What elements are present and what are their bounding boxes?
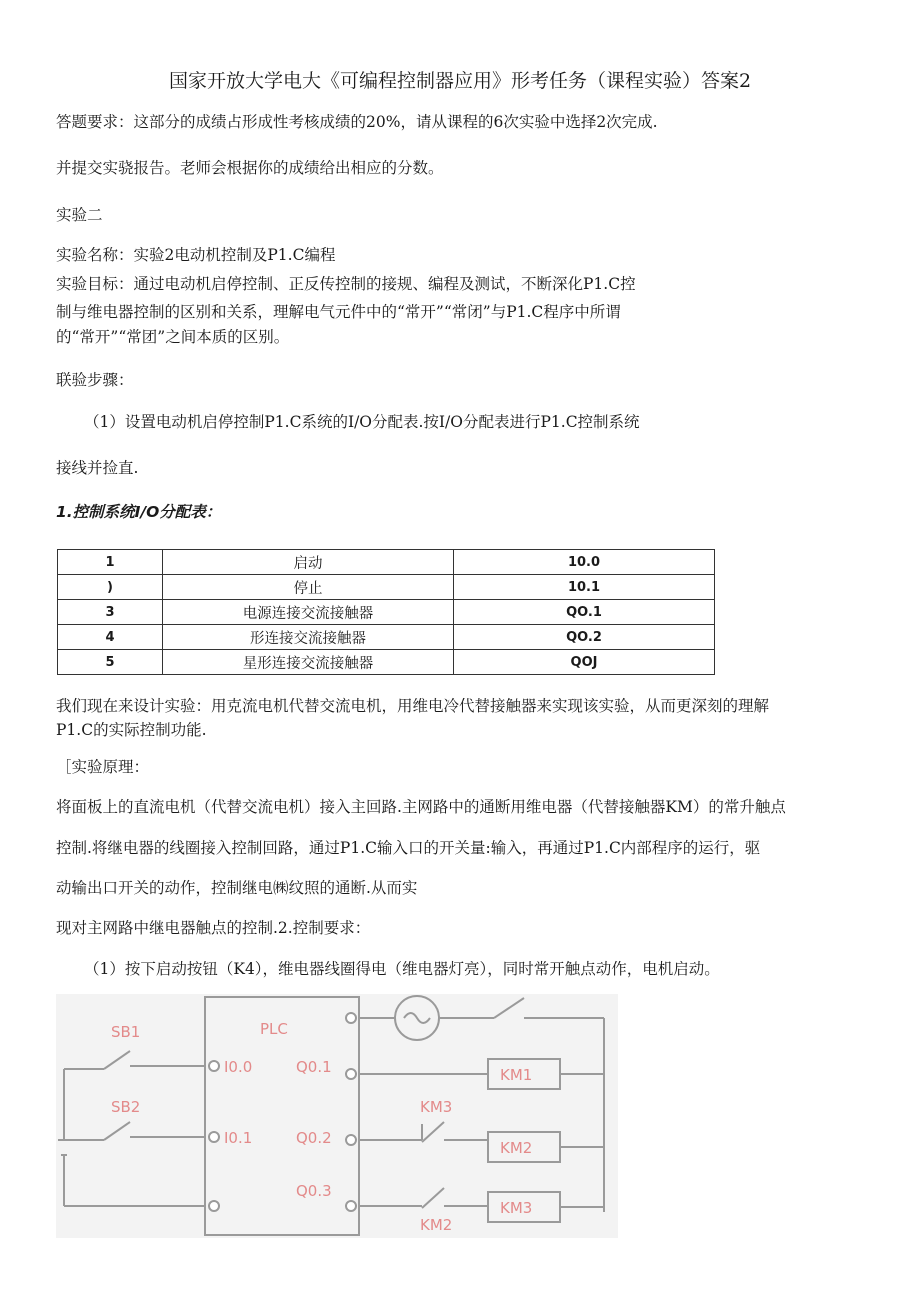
io-address-cell: QOJ — [454, 650, 715, 675]
io-allocation-table — [57, 549, 715, 675]
goal-line-3: 的“常开”“常团”之间本质的区别。 — [56, 328, 290, 346]
principle-line-2: 控制.将继电器的线圈接入控制回路，通过P1.C输入口的开关量:输入，再通过P1.C内部程序的运行，驱 — [56, 839, 761, 857]
page-title: 国家开放大学电大《可编程控制器应用》形考任务（课程实验）答案2 — [168, 70, 752, 92]
io-name-cell: 形连接交流接触器 — [163, 625, 454, 650]
io-address-cell: QO.1 — [454, 600, 715, 625]
goal-line-1: 实验目标：通过电动机启停控制、正反传控制的接规、编程及测试，不断深化P1.C控 — [56, 275, 636, 293]
goal-line-2: 制与维电器控制的区别和关系，理解电气元件中的“常开”“常闭”与P1.C程序中所谓 — [56, 303, 621, 321]
output-q01-label: Q0.1 — [296, 1058, 332, 1076]
design-line-1: 我们现在来设计实验：用克流电机代替交流电机，用维电冷代替接触器来实现该实验，从而更深刻的理解 — [56, 697, 770, 715]
sb2-label: SB2 — [111, 1098, 141, 1116]
io-address-cell: QO.2 — [454, 625, 715, 650]
km2-label: KM2 — [500, 1139, 533, 1157]
control-requirement-1: （1）按下启动按钮（K4），维电器线圈得电（维电器灯亮），同时常开触点动作，电机启动。 — [84, 960, 720, 978]
io-name-cell: 停止 — [163, 575, 454, 600]
io-name-cell: 星形连接交流接触器 — [163, 650, 454, 675]
input-i01-label: I0.1 — [224, 1129, 253, 1147]
plc-label: PLC — [260, 1020, 288, 1038]
io-name-cell: 启动 — [163, 550, 454, 575]
step-1-line-1: （1）设置电动机启停控制P1.C系统的I/O分配表.按I/O分配表进行P1.C控制系统 — [84, 413, 640, 431]
table-row — [58, 600, 715, 625]
requirement-line-2: 并提交实骁报告。老师会根据你的成绩给出相应的分数。 — [56, 159, 444, 177]
io-table-heading: 1.控制系统I/O分配表： — [56, 503, 222, 521]
output-q02-label: Q0.2 — [296, 1129, 332, 1147]
io-num-cell: 3 — [58, 600, 163, 625]
steps-heading: 联验步骤： — [56, 371, 134, 389]
io-num-cell: 1 — [58, 550, 163, 575]
io-num-cell: ) — [58, 575, 163, 600]
io-num-cell: 4 — [58, 625, 163, 650]
output-q03-label: Q0.3 — [296, 1182, 332, 1200]
io-name-cell: 电源连接交流接触器 — [163, 600, 454, 625]
table-row — [58, 575, 715, 600]
io-num-cell: 5 — [58, 650, 163, 675]
table-row — [58, 650, 715, 675]
requirement-line-1: 答题要求：这部分的成绩占形成性考核成绩的20%，请从课程的6次实验中选择2次完成. — [56, 113, 658, 131]
experiment-name: 实验名称：实验2电动机控制及P1.C编程 — [56, 246, 336, 264]
principle-line-4: 现对主网路中继电器触点的控制.2.控制要求： — [56, 919, 371, 937]
sb1-label: SB1 — [111, 1023, 141, 1041]
io-address-cell: 10.0 — [454, 550, 715, 575]
principle-heading: ［实验原理： — [56, 758, 150, 776]
km1-label: KM1 — [500, 1066, 533, 1084]
principle-line-1: 将面板上的直流电机（代替交流电机）接入主回路.主网路中的通断用维电器（代替接触器KM）的常升触点 — [56, 798, 786, 816]
input-i00-label: I0.0 — [224, 1058, 253, 1076]
km2-contact-label: KM2 — [420, 1216, 453, 1234]
plc-wiring-diagram — [56, 994, 618, 1238]
table-row — [58, 550, 715, 575]
km3-label: KM3 — [500, 1199, 533, 1217]
experiment-heading: 实验二 — [56, 206, 103, 224]
step-1-line-2: 接线并捡直. — [56, 459, 139, 477]
principle-line-3: 动输出口开关的动作，控制继电㈱纹照的通断.从而实 — [56, 879, 418, 897]
design-line-2: P1.C的实际控制功能. — [56, 721, 207, 739]
table-row — [58, 625, 715, 650]
km3-contact-label: KM3 — [420, 1098, 453, 1116]
io-address-cell: 10.1 — [454, 575, 715, 600]
